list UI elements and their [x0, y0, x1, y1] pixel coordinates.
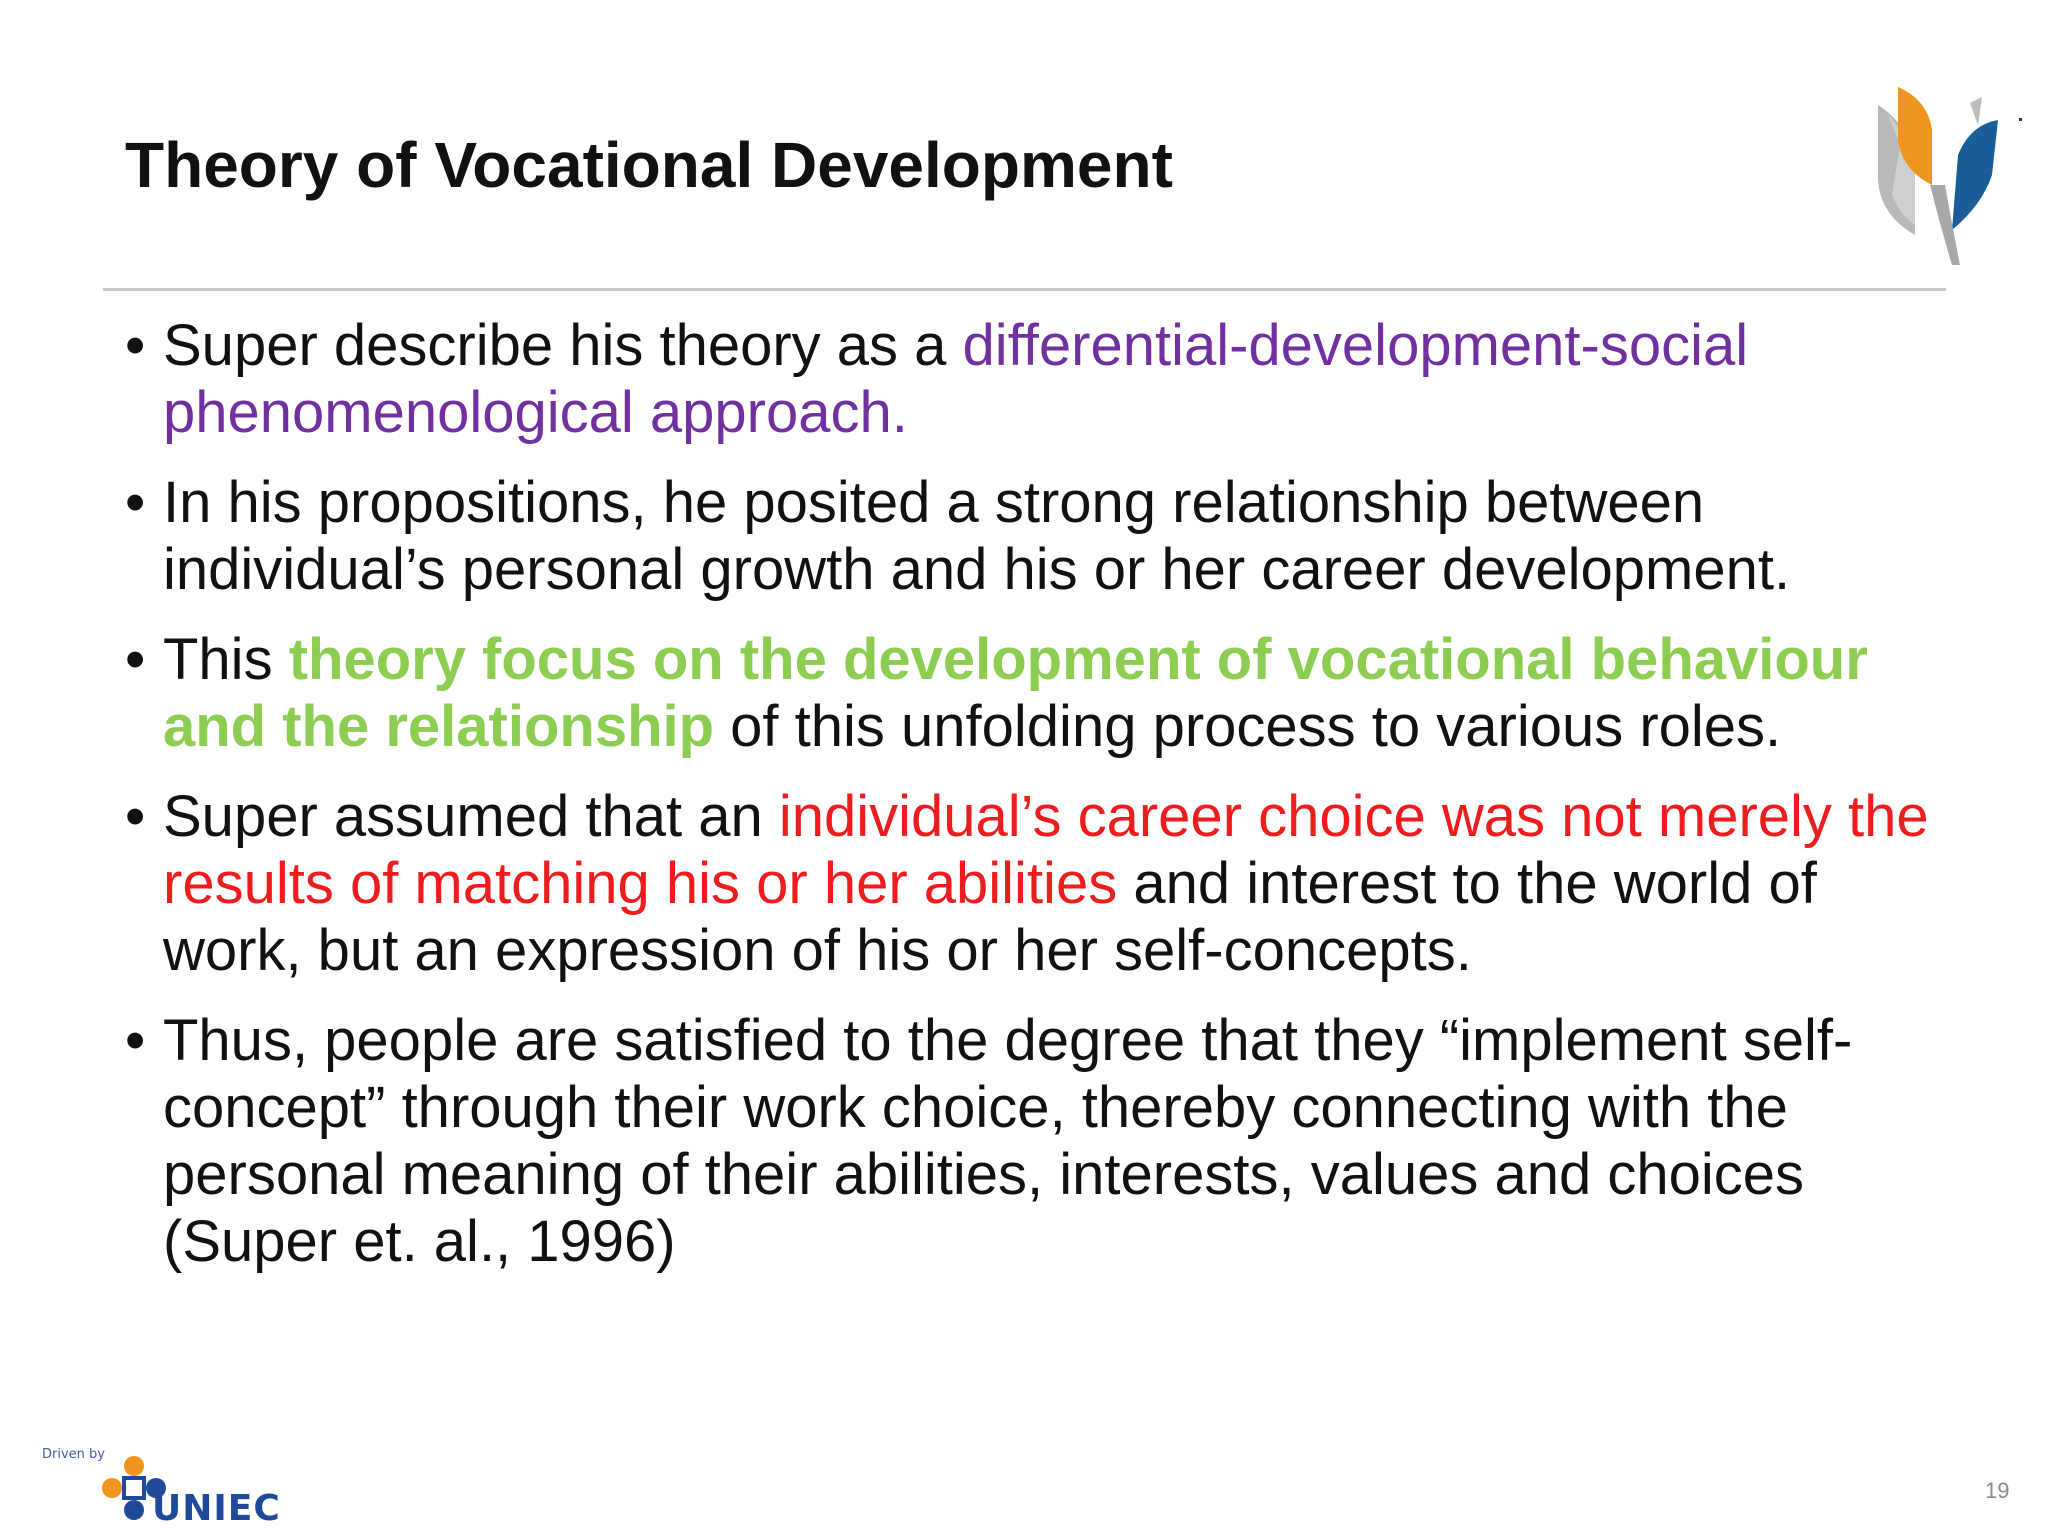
bullet-text-segment: of this unfolding process to various roles.	[714, 694, 1782, 759]
slide-title: Theory of Vocational Development	[125, 129, 1173, 201]
bullet-item	[125, 1007, 1945, 1275]
driven-by-label: Driven by	[42, 1447, 105, 1462]
bullet-text-segment: differential-development-social phenomenological approach.	[163, 313, 1749, 445]
bullet-text-segment: theory focus on the development of vocational behaviour and the relationship	[163, 627, 1868, 759]
bullet-text-segment: In his propositions, he posited a strong relationship between individual’s personal growth and his or her career development.	[163, 470, 1791, 602]
page-number: 19	[1985, 1478, 2010, 1503]
leaf-emblem-icon	[1870, 85, 2020, 270]
bullet-text-segment: Super assumed that an	[163, 784, 779, 849]
bullet-text-segment: and interest to the world of work, but an expression of his or her self-concepts.	[163, 851, 1817, 983]
bullet-item	[125, 312, 1945, 446]
bullet-text-segment: Super describe his theory as a	[163, 313, 963, 378]
bullet-text-segment: individual’s career choice was not merely the results of matching his or her abilities	[163, 784, 1929, 916]
bullet-item	[125, 626, 1945, 760]
uniec-brand-text: UNIEC	[152, 1488, 281, 1529]
bullet-list	[125, 312, 1945, 1298]
title-divider	[103, 288, 1946, 291]
bullet-text-segment: This	[163, 627, 289, 692]
bullet-item	[125, 783, 1945, 984]
logo-dot	[2019, 118, 2022, 121]
bullet-text-segment: Thus, people are satisfied to the degree that they “implement self-concept” through their work choice, thereby connecting with the personal meaning of their abilities, interests, values and choices (Super et. al., 1996)	[163, 1008, 1853, 1274]
bullet-item	[125, 469, 1945, 603]
